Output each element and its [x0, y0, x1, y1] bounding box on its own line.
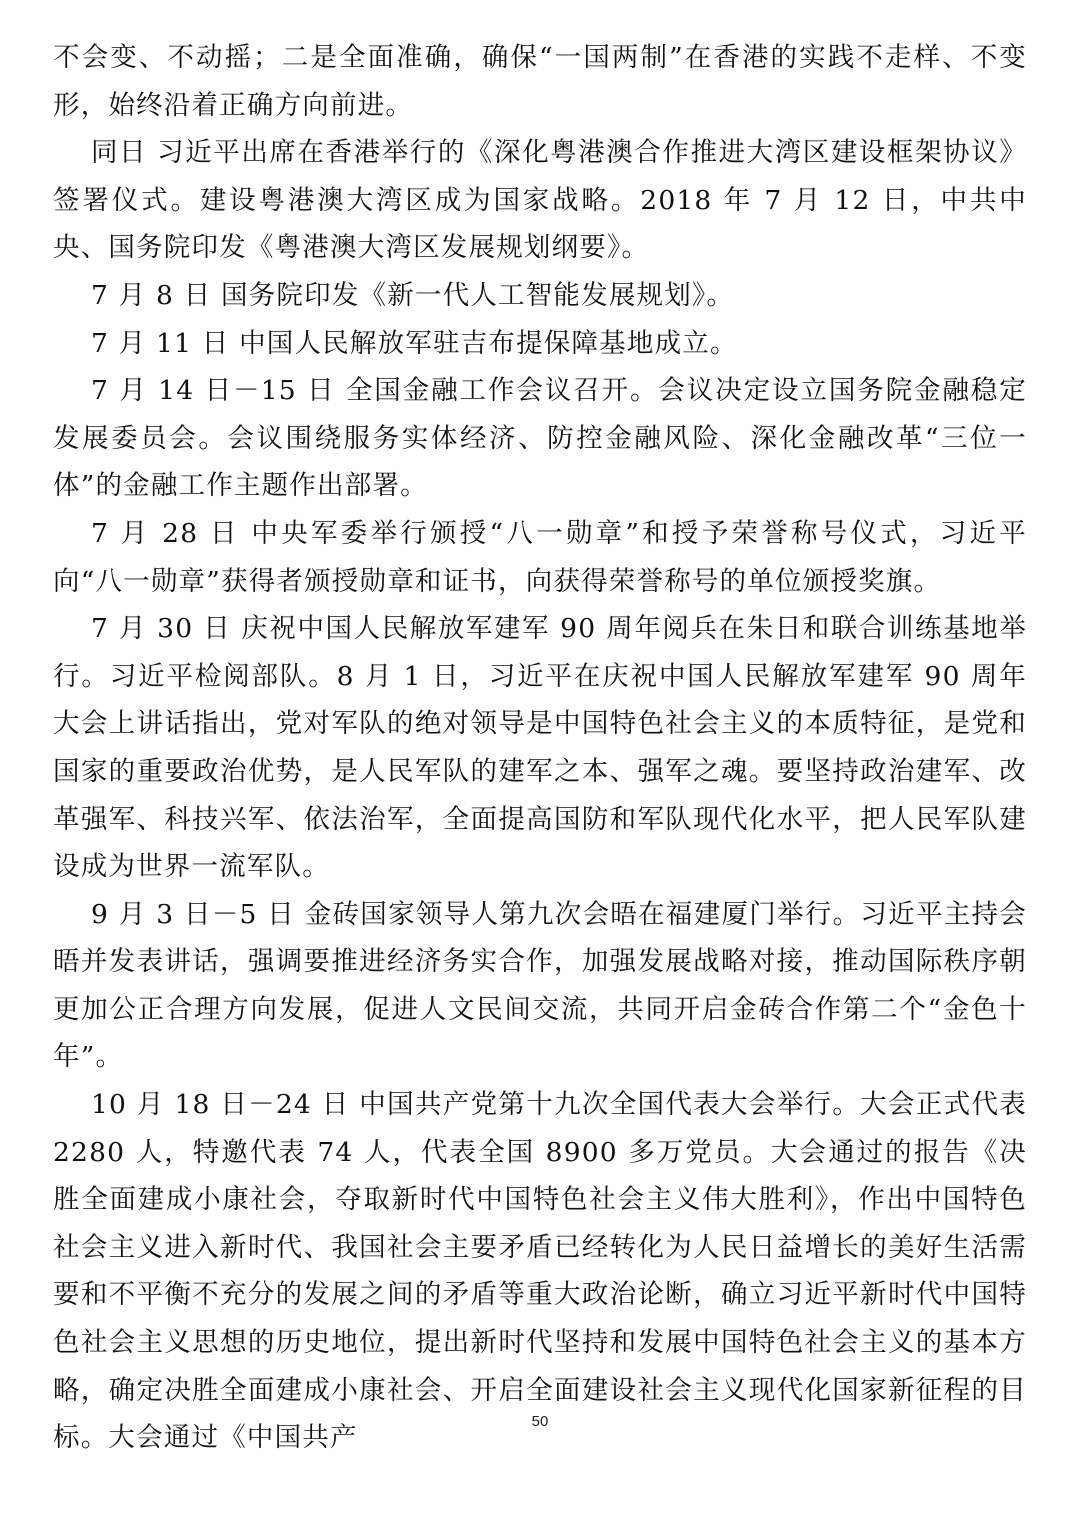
paragraph-continuation: 不会变、不动摇；二是全面准确，确保“一国两制”在香港的实践不走样、不变形，始终沿着正确方向前进。 [53, 42, 1027, 121]
paragraph-military-parade: 7 月 30 日 庆祝中国人民解放军建军 90 周年阅兵在朱日和联合训练基地举行。习近平检阅部队。8 月 1 日，习近平在庆祝中国人民解放军建军 90 周年大会上讲话指出，党对军队的绝对领导是中国特色社会主义的本质特征，是党和国家的重要政治优势，是人民军队的建军之本、强军之魂。要坚持政治建军、改革强军、科技兴军、依法治军，全面提高国防和军队现代化水平，把人民军队建设成为世界一流军队。 [53, 613, 1027, 883]
page-number: 50 [531, 1413, 549, 1430]
document-body [53, 34, 1027, 1462]
paragraph-financial-work-conference: 7 月 14 日－15 日 全国金融工作会议召开。会议决定设立国务院金融稳定发展委员会。会议围绕服务实体经济、防控金融风险、深化金融改革“三位一体”的金融工作主题作出部署。 [53, 375, 1027, 502]
paragraph-nineteenth-congress: 10 月 18 日－24 日 中国共产党第十九次全国代表大会举行。大会正式代表 2280 人，特邀代表 74 人，代表全国 8900 多万党员。大会通过的报告《决胜全面建成小康社会，夺取新时代中国特色社会主义伟大胜利》，作出中国特色社会主义进入新时代、我国社会主要矛盾已经转化为人民日益增长的美好生活需要和不平衡不充分的发展之间的矛盾等重大政治论断，确立习近平新时代中国特色社会主义思想的历史地位，提出新时代坚持和发展中国特色社会主义的基本方略，确定决胜全面建成小康社会、开启全面建设社会主义现代化国家新征程的目标。大会通过《中国共产 [53, 1089, 1027, 1454]
paragraph-greater-bay-area: 同日 习近平出席在香港举行的《深化粤港澳合作推进大湾区建设框架协议》签署仪式。建设粤港澳大湾区成为国家战略。2018 年 7 月 12 日，中共中央、国务院印发《粤港澳大湾区发展规划纲要》。 [53, 137, 1027, 264]
paragraph-djibouti-base: 7 月 11 日 中国人民解放军驻吉布提保障基地成立。 [91, 327, 738, 359]
paragraph-brics-summit: 9 月 3 日－5 日 金砖国家领导人第九次会晤在福建厦门举行。习近平主持会晤并发表讲话，强调要推进经济务实合作，加强发展战略对接，推动国际秩序朝更加公正合理方向发展，促进人文民间交流，共同开启金砖合作第二个“金色十年”。 [53, 898, 1027, 1073]
paragraph-ai-plan: 7 月 8 日 国务院印发《新一代人工智能发展规划》。 [91, 279, 735, 311]
paragraph-august-first-medal: 7 月 28 日 中央军委举行颁授“八一勋章”和授予荣誉称号仪式，习近平向“八一勋章”获得者颁授勋章和证书，向获得荣誉称号的单位颁授奖旗。 [53, 517, 1027, 597]
